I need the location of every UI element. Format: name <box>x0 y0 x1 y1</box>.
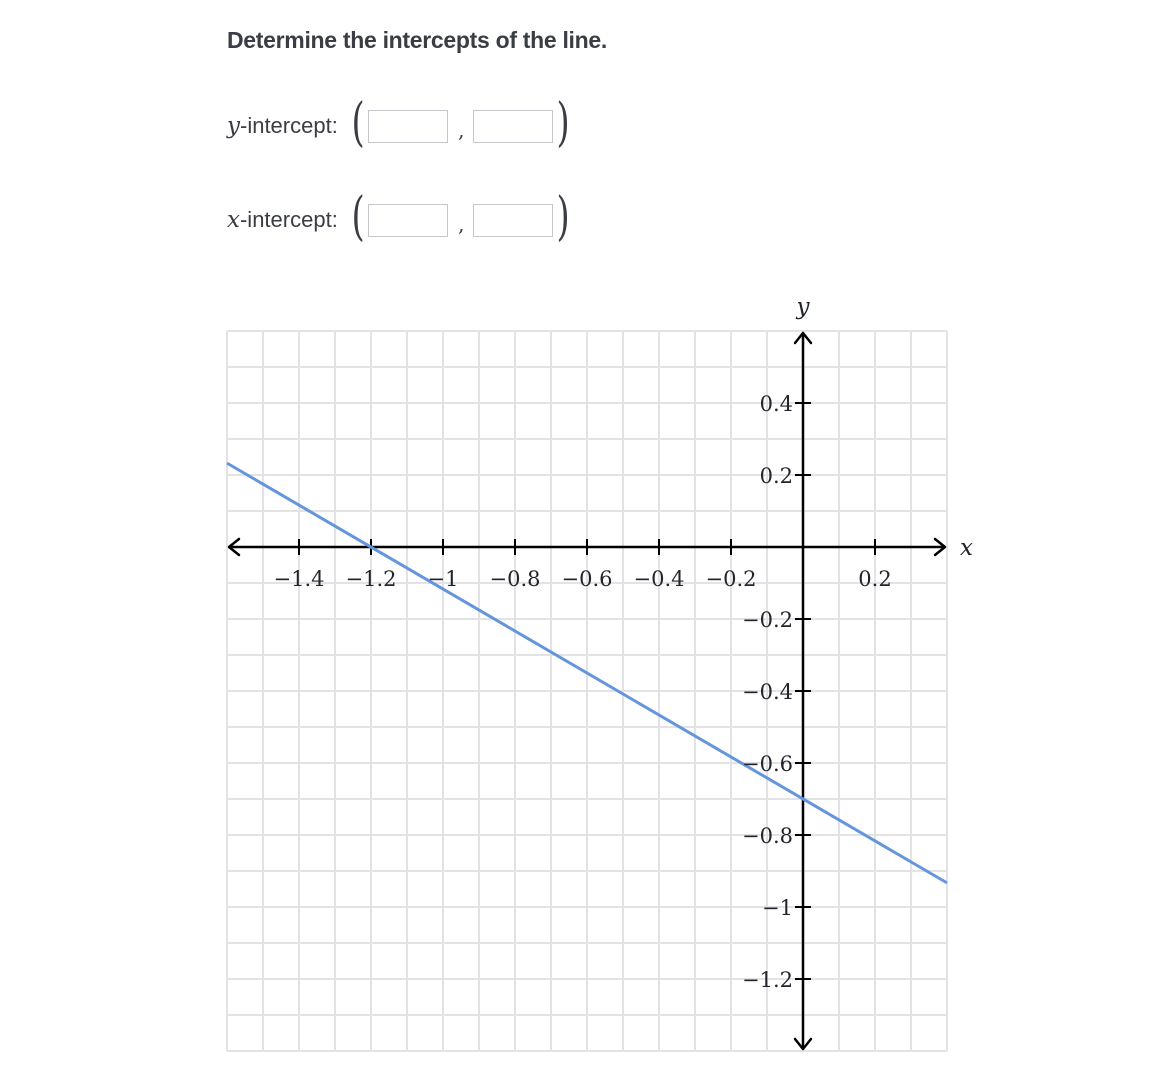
y-tick-label: −1 <box>762 896 793 920</box>
x-axis-label: x <box>960 535 973 561</box>
y-tick-label: −0.4 <box>742 680 793 704</box>
grid <box>227 331 947 1051</box>
y-tick-label: 0.4 <box>759 392 793 416</box>
x-intercept-label-text: -intercept: <box>239 207 338 232</box>
x-tick-label: −1.4 <box>273 567 325 591</box>
x-tick-label: 0.2 <box>858 567 892 591</box>
y-intercept-label-text: -intercept: <box>240 113 338 138</box>
x-tick-label: −0.4 <box>633 567 685 591</box>
comma: , <box>458 118 465 142</box>
question-title: Determine the intercepts of the line. <box>227 27 607 53</box>
close-paren: ) <box>557 93 571 153</box>
y-tick-label: 0.2 <box>759 464 793 488</box>
close-paren: ) <box>557 187 571 247</box>
x-variable: x <box>227 207 240 233</box>
y-tick-label: −0.6 <box>742 752 793 776</box>
y-tick-label: −0.2 <box>742 608 793 632</box>
y-tick-label: −0.8 <box>742 824 793 848</box>
y-variable: y <box>227 113 240 139</box>
x-tick-label: −1 <box>427 567 459 591</box>
y-tick-label: −1.2 <box>742 968 793 992</box>
comma: , <box>458 212 465 236</box>
x-tick-label: −0.2 <box>705 567 757 591</box>
x-tick-label: −0.8 <box>489 567 541 591</box>
x-tick-label: −1.2 <box>345 567 397 591</box>
open-paren: ( <box>351 187 365 247</box>
y-axis-label: y <box>796 294 810 320</box>
open-paren: ( <box>351 93 365 153</box>
x-tick-label: −0.6 <box>561 567 613 591</box>
